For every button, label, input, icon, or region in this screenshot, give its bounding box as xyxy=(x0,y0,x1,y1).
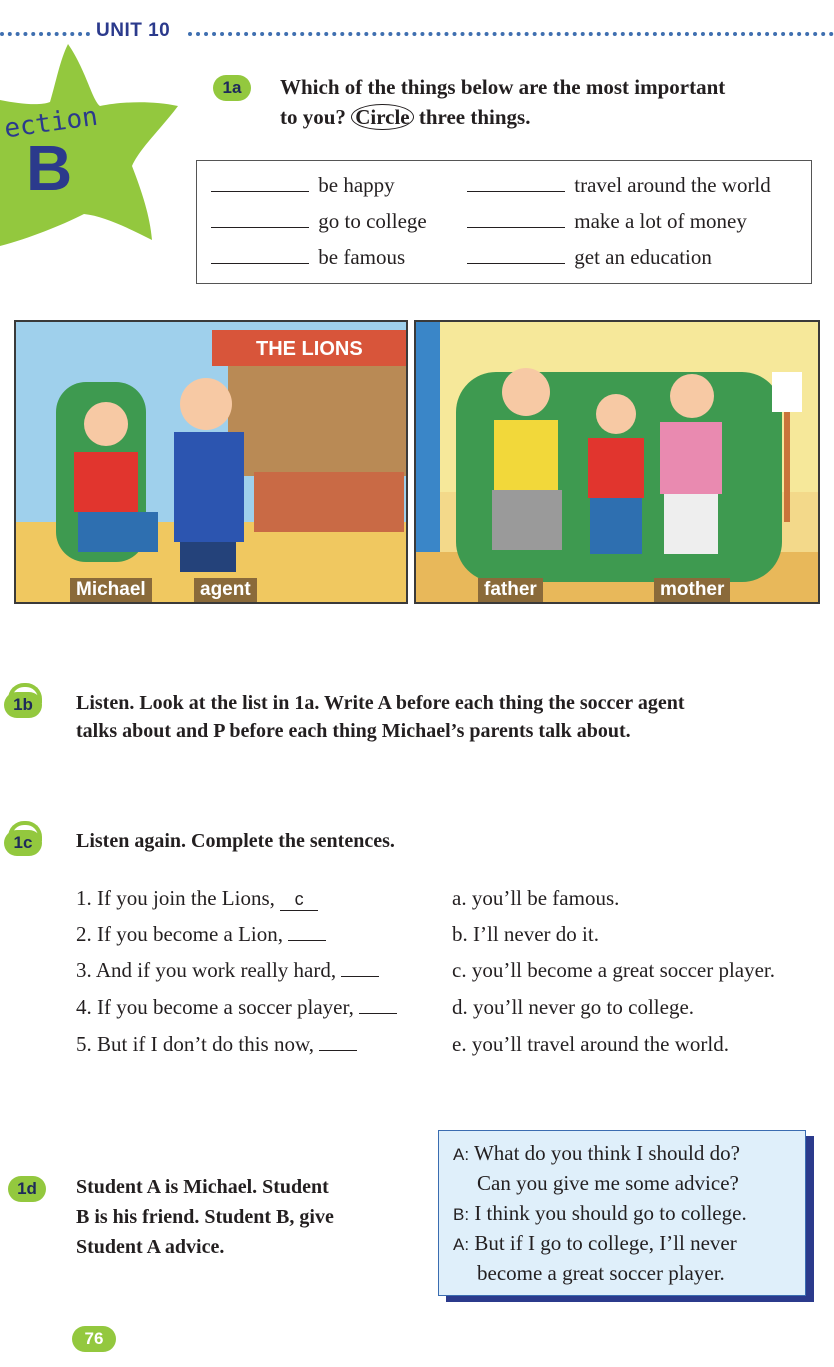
answer-blank[interactable] xyxy=(211,227,309,228)
badge-1a: 1a xyxy=(213,75,251,101)
section-word: ection xyxy=(2,101,100,145)
ex1d-instruction-line3: Student A advice. xyxy=(76,1236,225,1258)
dialog-line-2: Can you give me some advice? xyxy=(477,1171,739,1195)
sentence-1: 1. If you join the Lions, c xyxy=(76,886,318,911)
answer-field[interactable] xyxy=(288,940,326,941)
ex1b-instruction-line1: Listen. Look at the list in 1a. Write A before each thing the soccer agent xyxy=(76,692,685,714)
dialog-line-4: A: But if I go to college, I’ll never xyxy=(453,1231,737,1255)
answer-blank[interactable] xyxy=(467,191,565,192)
answer-field[interactable] xyxy=(341,976,379,977)
answer-field[interactable] xyxy=(319,1050,357,1051)
option-be-happy: be happy xyxy=(211,173,395,198)
answer-blank[interactable] xyxy=(467,227,565,228)
sentence-3: 3. And if you work really hard, xyxy=(76,958,379,983)
illustration-parents-scene xyxy=(414,320,820,604)
label-agent: agent xyxy=(194,578,257,602)
answer-blank[interactable] xyxy=(467,263,565,264)
ex1a-question-line2: to you? Circle three things. xyxy=(280,105,531,129)
circle-word: Circle xyxy=(351,104,413,130)
answer-blank[interactable] xyxy=(211,191,309,192)
ex1a-question-line1: Which of the things below are the most important xyxy=(280,75,726,99)
option-be-famous: be famous xyxy=(211,245,405,270)
sentence-4: 4. If you become a soccer player, xyxy=(76,995,397,1020)
badge-1d: 1d xyxy=(8,1176,46,1202)
dialog-box xyxy=(438,1130,806,1296)
badge-1c: 1c xyxy=(4,830,42,856)
ending-a: a. you’ll be famous. xyxy=(452,886,620,910)
ending-d: d. you’ll never go to college. xyxy=(452,995,695,1019)
dialog-line-1: A: What do you think I should do? xyxy=(453,1141,740,1165)
ex1c-instruction: Listen again. Complete the sentences. xyxy=(76,830,395,852)
option-travel: travel around the world xyxy=(467,173,771,198)
label-mother: mother xyxy=(654,578,730,602)
sentence-5: 5. But if I don’t do this now, xyxy=(76,1032,357,1057)
header-dots-left xyxy=(0,32,90,36)
ex1a-options-box xyxy=(196,160,812,284)
lions-sign: THE LIONS xyxy=(256,338,363,360)
answer-blank[interactable] xyxy=(211,263,309,264)
option-education: get an education xyxy=(467,245,712,270)
option-money: make a lot of money xyxy=(467,209,747,234)
sentence-2: 2. If you become a Lion, xyxy=(76,922,326,947)
ex1d-instruction-line2: B is his friend. Student B, give xyxy=(76,1206,334,1228)
illustration-agent-scene xyxy=(14,320,408,604)
ending-c: c. you’ll become a great soccer player. xyxy=(452,958,776,982)
answer-field[interactable] xyxy=(359,1013,397,1014)
section-letter: B xyxy=(26,132,73,204)
label-father: father xyxy=(478,578,543,602)
ending-e: e. you’ll travel around the world. xyxy=(452,1032,729,1056)
page-number: 76 xyxy=(72,1326,116,1352)
ex1b-instruction-line2: talks about and P before each thing Michael’s parents talk about. xyxy=(76,720,631,742)
header-dots-right xyxy=(188,32,834,36)
answer-field[interactable]: c xyxy=(280,889,318,911)
dialog-line-5: become a great soccer player. xyxy=(477,1261,725,1285)
dialog-line-3: B: I think you should go to college. xyxy=(453,1201,747,1225)
ending-b: b. I’ll never do it. xyxy=(452,922,599,946)
unit-title: UNIT 10 xyxy=(96,20,171,41)
badge-1b: 1b xyxy=(4,692,42,718)
label-michael: Michael xyxy=(70,578,152,602)
option-go-to-college: go to college xyxy=(211,209,427,234)
ex1d-instruction-line1: Student A is Michael. Student xyxy=(76,1176,329,1198)
